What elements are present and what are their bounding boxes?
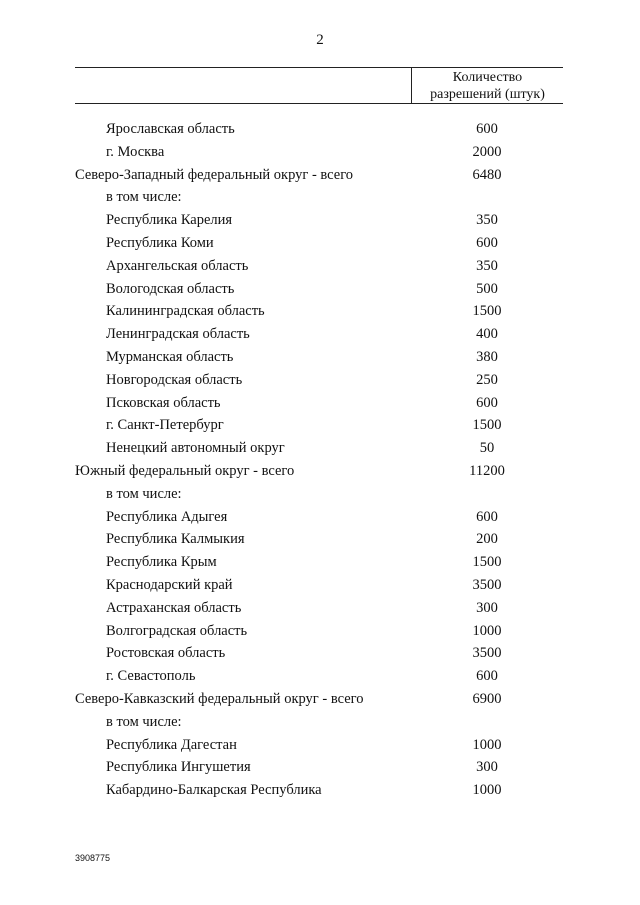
region-name: Новгородская область — [106, 371, 243, 388]
region-name: Волгоградская область — [106, 622, 248, 639]
table-row — [0, 300, 640, 323]
region-name: Республика Калмыкия — [106, 531, 245, 548]
permit-count: 11200 — [469, 462, 505, 479]
table-row — [0, 688, 640, 711]
table-row — [0, 118, 640, 141]
permit-count: 350 — [476, 257, 498, 274]
table-row — [0, 620, 640, 643]
permit-count: 400 — [476, 326, 498, 343]
permit-count: 1000 — [472, 622, 502, 639]
permit-count: 600 — [476, 121, 498, 137]
table-row — [0, 665, 640, 688]
region-name: г. Севастополь — [106, 668, 196, 685]
permit-count: 200 — [476, 531, 498, 548]
region-name: Ленинградская область — [106, 326, 250, 343]
region-name: Псковская область — [106, 394, 221, 411]
column-header-line2: разрешений (штук) — [430, 87, 545, 102]
permit-count: 6900 — [472, 690, 502, 707]
table-row — [0, 734, 640, 757]
region-name: Республика Карелия — [106, 212, 233, 229]
table-row — [0, 574, 640, 597]
table-row — [0, 528, 640, 551]
permits-table-body — [0, 118, 640, 802]
permit-count: 300 — [476, 599, 498, 616]
table-row — [0, 323, 640, 346]
permit-count: 350 — [476, 212, 498, 229]
region-name: Кабардино-Балкарская Республика — [106, 782, 322, 799]
permit-count: 380 — [476, 348, 498, 365]
region-name: Республика Адыгея — [106, 508, 228, 525]
permit-count: 600 — [476, 508, 498, 525]
table-row — [0, 141, 640, 164]
region-name: Республика Ингушетия — [106, 759, 251, 776]
table-row — [0, 483, 640, 506]
permit-count: 500 — [476, 280, 498, 297]
table-row — [0, 506, 640, 529]
table-row — [0, 232, 640, 255]
region-name: Северо-Западный федеральный округ - всего — [75, 166, 354, 183]
table-row — [0, 756, 640, 779]
region-name: Ростовская область — [106, 645, 226, 662]
region-name: Республика Крым — [106, 554, 217, 571]
permit-count: 1000 — [472, 736, 502, 753]
permit-count: 600 — [476, 668, 498, 685]
table-row — [0, 369, 640, 392]
permit-count: 250 — [476, 371, 498, 388]
region-name: Республика Коми — [106, 234, 214, 251]
region-name: г. Москва — [106, 143, 165, 160]
table-row — [0, 346, 640, 369]
region-name: в том числе: — [106, 485, 182, 502]
region-name: Республика Дагестан — [106, 736, 237, 753]
region-name: Ненецкий автономный округ — [106, 440, 285, 457]
table-row — [0, 460, 640, 483]
region-name: Южный федеральный округ - всего — [75, 462, 295, 479]
table-header-rule — [75, 103, 563, 104]
permit-count: 600 — [476, 234, 498, 251]
permit-count: 3500 — [472, 645, 502, 662]
table-row — [0, 711, 640, 734]
region-name: Астраханская область — [106, 599, 242, 616]
region-name: Ярославская область — [106, 121, 235, 137]
permit-count: 3500 — [472, 576, 502, 593]
permit-count: 1000 — [472, 782, 502, 799]
region-name: Архангельская область — [106, 257, 249, 274]
page-number: 2 — [316, 32, 324, 48]
table-row — [0, 164, 640, 187]
column-header-permits — [412, 69, 563, 103]
table-row — [0, 551, 640, 574]
table-row — [0, 392, 640, 415]
region-name: Калининградская область — [106, 303, 265, 320]
permit-count: 2000 — [472, 143, 502, 160]
region-name: в том числе: — [106, 713, 182, 730]
permit-count: 50 — [479, 440, 495, 457]
table-row — [0, 414, 640, 437]
table-row — [0, 779, 640, 802]
permit-count: 6480 — [472, 166, 502, 183]
region-name: Вологодская область — [106, 280, 235, 297]
column-header-line1: Количество — [452, 70, 523, 85]
permit-count: 1500 — [472, 303, 502, 320]
table-row — [0, 186, 640, 209]
table-row — [0, 255, 640, 278]
table-row — [0, 597, 640, 620]
table-row — [0, 642, 640, 665]
document-id: 3908775 — [75, 853, 111, 863]
region-name: Мурманская область — [106, 348, 234, 365]
table-top-rule — [75, 67, 563, 68]
region-name: Краснодарский край — [106, 576, 233, 593]
permit-count: 1500 — [472, 554, 502, 571]
region-name: г. Санкт-Петербург — [106, 417, 224, 434]
region-name: Северо-Кавказский федеральный округ - всего — [75, 690, 364, 707]
table-row — [0, 278, 640, 301]
permit-count: 1500 — [472, 417, 502, 434]
table-row — [0, 209, 640, 232]
permit-count: 600 — [476, 394, 498, 411]
permit-count: 300 — [476, 759, 498, 776]
table-row — [0, 437, 640, 460]
region-name: в том числе: — [106, 189, 182, 206]
